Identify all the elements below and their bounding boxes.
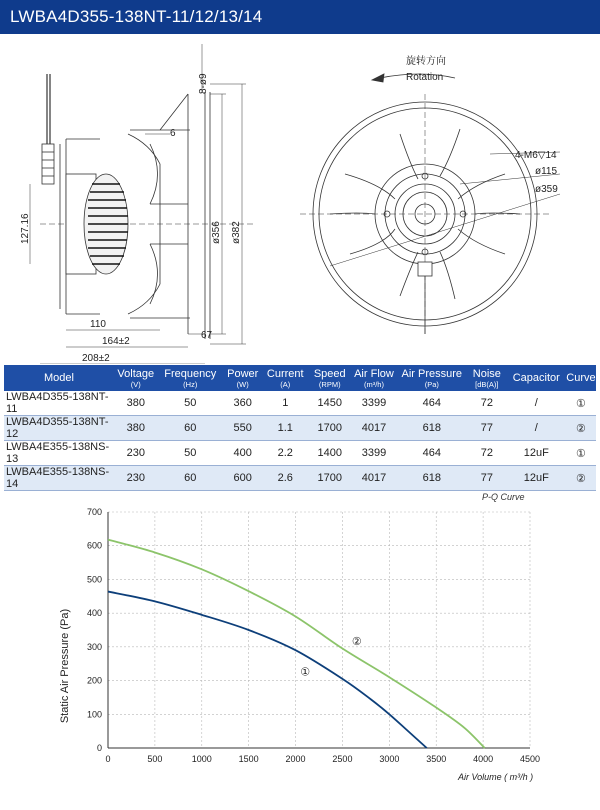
table-cell: 360 <box>223 391 263 416</box>
column-header <box>467 365 506 391</box>
column-header <box>351 365 396 391</box>
dim-6: 6 <box>170 128 176 139</box>
dim-67: 67 <box>201 330 213 341</box>
y-tick-label: 700 <box>86 507 102 517</box>
column-header-unit: (A) <box>280 379 291 389</box>
series-label-1: ① <box>300 666 311 679</box>
dim-208: 208±2 <box>82 353 110 364</box>
x-tick-label: 3500 <box>426 754 447 764</box>
y-tick-label: 600 <box>86 540 102 551</box>
table-cell: 550 <box>223 416 263 441</box>
column-header-unit: (Pa) <box>424 379 439 389</box>
table-row <box>4 416 596 441</box>
y-axis-label: Static Air Pressure (Pa) <box>59 608 71 724</box>
table-row <box>4 466 596 491</box>
table-cell: 2.6 <box>263 466 309 491</box>
table-cell: / <box>507 391 566 416</box>
technical-drawings <box>0 34 600 364</box>
dim-d382: ø382 <box>231 221 242 244</box>
column-header <box>4 365 114 391</box>
column-header-label: Speed <box>313 367 346 380</box>
table-cell: 1400 <box>308 441 351 466</box>
x-tick-label: 2500 <box>332 754 353 764</box>
x-tick-label: 4500 <box>519 754 541 764</box>
table-cell: 50 <box>158 441 223 466</box>
table-cell: 380 <box>114 391 158 416</box>
table-cell: 77 <box>467 416 506 441</box>
x-tick-label: 1000 <box>191 754 212 764</box>
column-header-unit: (Hz) <box>183 379 198 389</box>
y-tick-label: 300 <box>86 641 102 652</box>
y-tick-label: 0 <box>96 743 102 753</box>
column-header-unit: (m³/h) <box>363 379 384 389</box>
column-header <box>308 365 351 391</box>
column-header-label: Curve <box>566 372 596 384</box>
dim-164: 164±2 <box>102 336 130 347</box>
column-header-unit: (RPM) <box>318 379 341 389</box>
chart-title: P-Q Curve <box>482 492 525 502</box>
column-header-unit: [dB(A)] <box>475 379 499 389</box>
rotation-label-en: Rotation <box>406 72 444 83</box>
table-cell: LWBA4E355-138NS-13 <box>4 441 114 466</box>
pq-chart <box>0 488 600 810</box>
x-tick-label: 3000 <box>379 754 400 764</box>
chart-series <box>108 540 485 748</box>
table-cell: 12uF <box>507 441 566 466</box>
table-cell: 380 <box>114 416 158 441</box>
column-header <box>566 365 596 391</box>
front-view-drawing <box>300 74 560 334</box>
page-title: LWBA4D355-138NT-11/12/13/14 <box>10 7 263 26</box>
table-cell: ① <box>566 441 596 466</box>
dim-bolts: 4-M6▽14 <box>515 150 557 161</box>
column-header-label: Air Pressure <box>401 367 463 380</box>
y-tick-label: 200 <box>86 675 102 686</box>
column-header <box>507 365 566 391</box>
table-cell: 60 <box>158 416 223 441</box>
table-cell: 60 <box>158 466 223 491</box>
rotation-label-cn: 旋转方向 <box>406 56 446 67</box>
column-header-label: Current <box>266 367 304 380</box>
dim-110: 110 <box>90 319 106 330</box>
column-header <box>158 365 223 391</box>
table-header-row <box>4 365 596 391</box>
table-cell: 3399 <box>351 441 396 466</box>
column-header-label: Voltage <box>117 367 155 380</box>
column-header <box>263 365 309 391</box>
table-cell: 1700 <box>308 416 351 441</box>
column-header-label: Air Flow <box>354 367 394 380</box>
column-header-label: Power <box>227 367 259 380</box>
dim-127: 127.16 <box>20 213 31 244</box>
table-cell: 50 <box>158 391 223 416</box>
series-line-2 <box>108 540 485 748</box>
spec-table <box>4 365 596 491</box>
y-tick-label: 400 <box>86 608 102 619</box>
table-cell: 464 <box>396 391 467 416</box>
x-tick-label: 500 <box>147 754 163 764</box>
table-cell: 3399 <box>351 391 396 416</box>
table-cell: 12uF <box>507 466 566 491</box>
table-cell: 4017 <box>351 416 396 441</box>
table-cell: ② <box>566 466 596 491</box>
table-cell: 1.1 <box>263 416 309 441</box>
dim-d115: ø115 <box>535 166 558 177</box>
y-tick-label: 100 <box>86 709 102 720</box>
table-cell: 72 <box>467 441 506 466</box>
y-tick-label: 500 <box>86 574 102 585</box>
column-header-label: Model <box>43 372 74 384</box>
table-cell: 618 <box>396 416 467 441</box>
column-header <box>114 365 158 391</box>
table-cell: 1450 <box>308 391 351 416</box>
table-cell: 77 <box>467 466 506 491</box>
table-cell: ② <box>566 416 596 441</box>
column-header-label: Capacitor <box>512 372 560 384</box>
x-axis-label: Air Volume ( m³/h ) <box>458 772 534 782</box>
table-cell: ① <box>566 391 596 416</box>
table-cell: 400 <box>223 441 263 466</box>
column-header-label: Frequency <box>164 367 217 380</box>
dim-d359: ø359 <box>535 184 558 195</box>
dim-d356: ø356 <box>211 221 222 244</box>
x-tick-label: 1500 <box>238 754 259 764</box>
column-header <box>396 365 467 391</box>
column-header-unit: (V) <box>130 379 141 389</box>
table-cell: 230 <box>114 466 158 491</box>
table-cell: LWBA4E355-138NS-14 <box>4 466 114 491</box>
x-tick-label: 0 <box>105 754 111 764</box>
series-label-2: ② <box>351 636 362 649</box>
table-cell: 230 <box>114 441 158 466</box>
column-header <box>223 365 263 391</box>
table-row <box>4 391 596 416</box>
column-header-unit: (W) <box>236 379 249 389</box>
table-cell: 1700 <box>308 466 351 491</box>
dim-holes: 8-ø9 <box>198 73 209 94</box>
table-cell: 4017 <box>351 466 396 491</box>
title-bar <box>0 0 600 34</box>
chart-grid <box>108 512 530 748</box>
table-cell: 1 <box>263 391 309 416</box>
table-cell: / <box>507 416 566 441</box>
table-cell: 72 <box>467 391 506 416</box>
table-cell: LWBA4D355-138NT-12 <box>4 416 114 441</box>
table-body <box>4 391 596 491</box>
table-cell: 464 <box>396 441 467 466</box>
table-cell: LWBA4D355-138NT-11 <box>4 391 114 416</box>
side-view-drawing <box>30 44 255 364</box>
column-header-label: Noise <box>472 367 501 380</box>
table-cell: 600 <box>223 466 263 491</box>
table-cell: 2.2 <box>263 441 309 466</box>
table-cell: 618 <box>396 466 467 491</box>
x-tick-label: 4000 <box>473 754 494 764</box>
x-tick-label: 2000 <box>285 754 306 764</box>
table-row <box>4 441 596 466</box>
